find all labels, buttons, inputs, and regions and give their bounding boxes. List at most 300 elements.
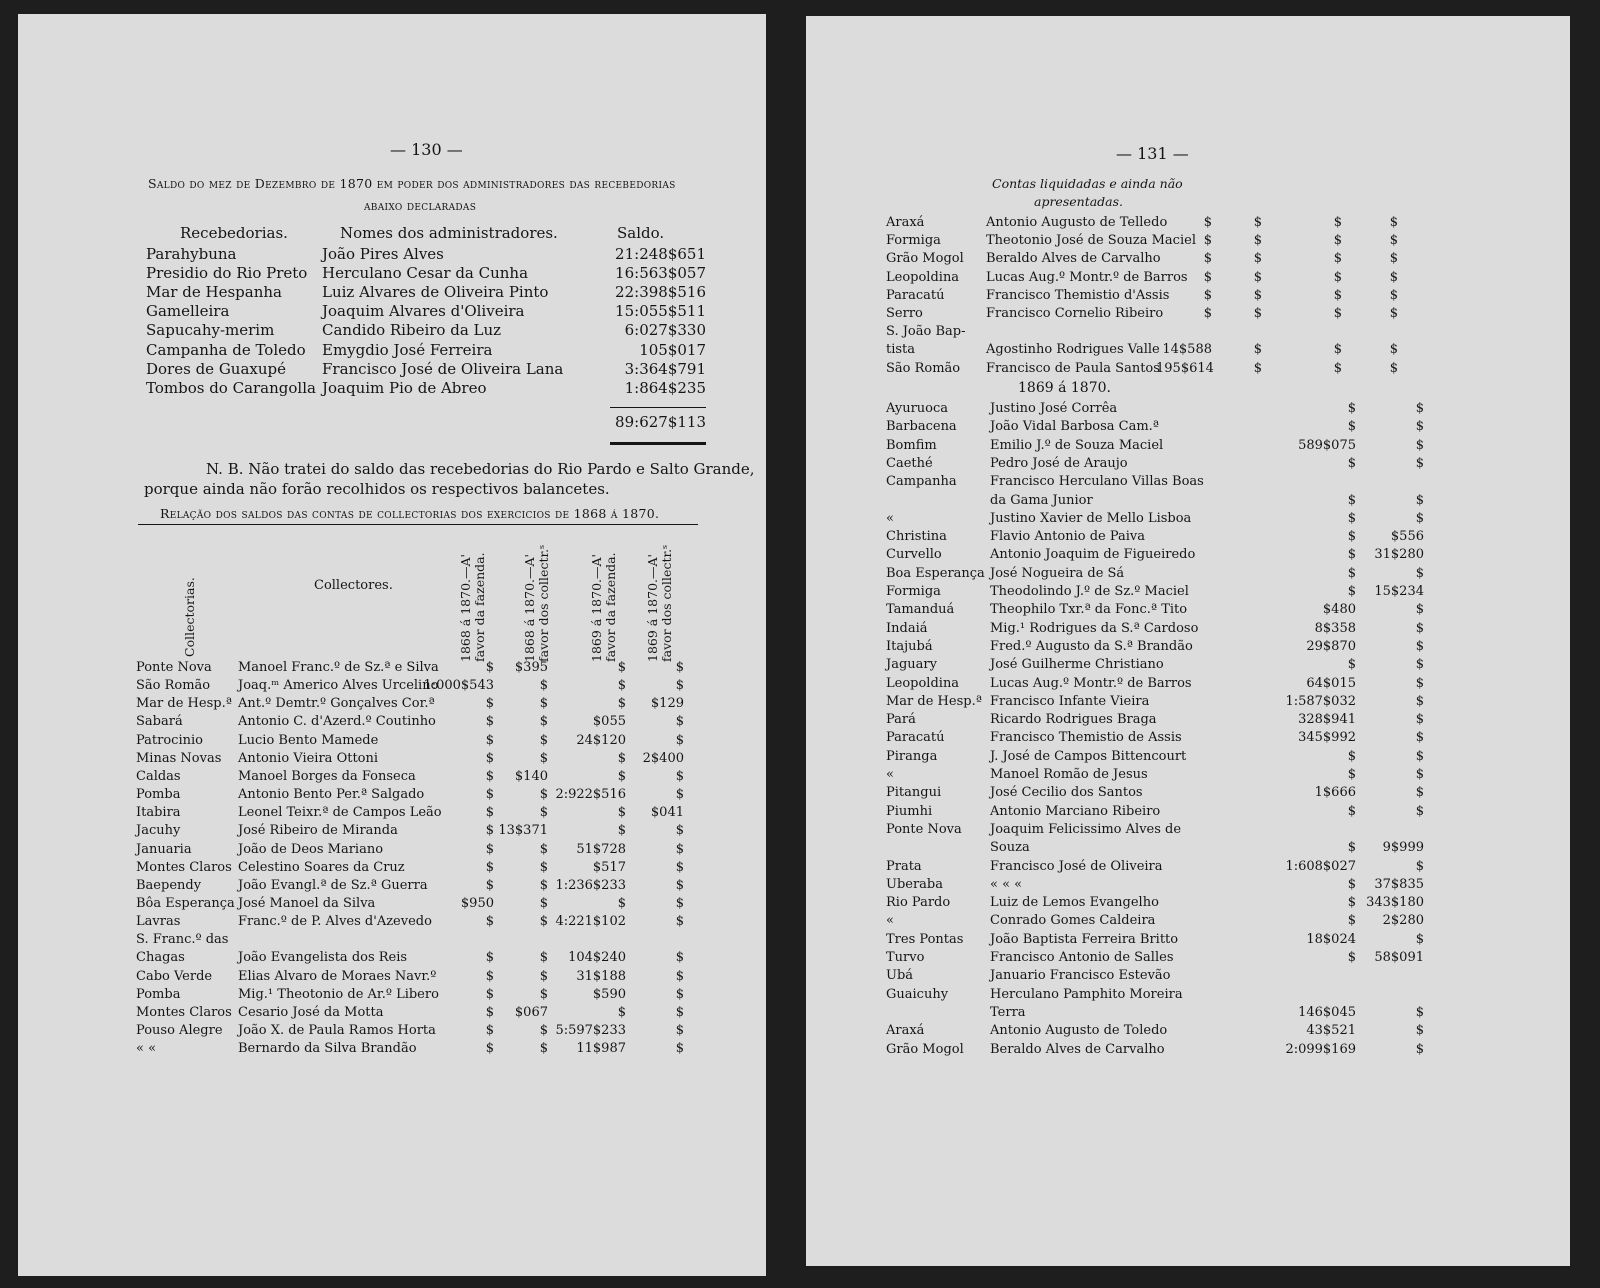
value-1869-fazenda: $ (1347, 876, 1356, 892)
collector-name: Justino José Corrêa (990, 401, 1118, 416)
value-1868-fazenda: $ (485, 787, 494, 803)
collectoria-name: Ayuruoca (886, 401, 949, 416)
value-1869-collector: $ (1415, 693, 1424, 709)
value-1869-collector: $ (675, 714, 684, 730)
value-1868-collector: $ (1253, 342, 1262, 358)
collector-name: Flavio Antonio de Paiva (990, 529, 1146, 545)
value-1869-fazenda: $ (617, 750, 626, 766)
collector-name: José Ribeiro de Miranda (238, 823, 398, 839)
value-1869-collector: $041 (650, 805, 684, 821)
value-1868-collector: $ (539, 732, 548, 748)
collectoria-name: Guaicuhy (886, 986, 949, 1002)
value-1869-collector: $ (1415, 931, 1424, 947)
value-1868-collector: $ (539, 968, 548, 984)
value-1868-fazenda: $ (485, 805, 494, 821)
administrator-name: Joaquim Alvares d'Oliveira (322, 302, 525, 321)
collectoria-name: Formiga (886, 584, 941, 599)
value-1869-fazenda: $ (1347, 529, 1356, 545)
collectoria-name: Jacuhy (136, 823, 181, 839)
value-1869-fazenda: $ (617, 895, 626, 911)
collector-name: Agostinho Rodrigues Valle (986, 342, 1160, 358)
col-header-c3: 1869 á 1870.—A' favor da fazenda. (589, 552, 618, 662)
value-1869-fazenda: $ (1347, 584, 1356, 599)
collectoria-name: Ponte Nova (136, 660, 212, 675)
value-1869-fazenda: 1:608$027 (1285, 858, 1356, 874)
value-1868-fazenda: 14$588 (1162, 342, 1212, 358)
recebedoria-name: Dores de Guaxupé (146, 359, 287, 378)
value-1869-collector: $ (1389, 251, 1398, 267)
value-1869-collector: $ (1415, 492, 1424, 508)
value-1868-collector: $ (539, 877, 548, 893)
value-1868-fazenda: $ (485, 877, 494, 893)
value-1868-fazenda: $ (485, 968, 494, 984)
value-1868-collector: $ (539, 1041, 548, 1057)
collectoria-name: Indaiá (886, 620, 928, 636)
col-header-c2: 1868 á 1870.—A' favor dos collectr.ˢ (522, 544, 551, 662)
collectoria-name: Ponte Nova (886, 821, 962, 837)
value-1869-collector: $ (675, 914, 684, 930)
collectoria-name: Grão Mogol (886, 251, 964, 267)
collector-name: da Gama Junior (990, 492, 1093, 508)
value-1868-collector: $ (1253, 269, 1262, 285)
collectoria-name: Ubá (886, 968, 914, 984)
value-1868-fazenda: $ (485, 1023, 494, 1038)
collector-name: Francisco Infante Vieira (990, 693, 1150, 709)
value-1868-collector: $ (539, 805, 548, 821)
collector-name: Ant.º Demtr.º Gonçalves Cor.ª (238, 696, 435, 712)
value-1868-collector: $395 (514, 660, 548, 675)
collector-name: João Evangl.ª de Sz.ª Guerra (238, 877, 428, 893)
recebedoria-name: Campanha de Toledo (146, 340, 306, 359)
saldo-value: 1:864$235 (624, 378, 706, 397)
value-1869-collector: $ (1415, 565, 1424, 581)
value-1868-fazenda: $ (485, 950, 494, 966)
collectoria-name: « « (136, 1041, 157, 1057)
value-1868-collector: $ (539, 750, 548, 766)
collectoria-name: Araxá (886, 215, 925, 230)
value-1869-fazenda: 43$521 (1306, 1023, 1356, 1039)
value-1868-fazenda: $ (485, 914, 494, 930)
nb-note-line2: porque ainda não forão recolhidos os respectivos balancetes. (144, 480, 610, 498)
collector-name: Mig.¹ Rodrigues da S.ª Cardoso (990, 620, 1199, 636)
value-1869-fazenda: 2:922$516 (555, 787, 626, 803)
value-1869-fazenda: 104$240 (568, 950, 626, 966)
collector-name: Lucio Bento Mamede (238, 732, 379, 748)
nb-note-line1: N. B. Não tratei do saldo das recebedorias do Rio Pardo e Salto Grande, (206, 460, 755, 478)
value-1869-fazenda: 328$941 (1298, 712, 1356, 728)
collectoria-name: Montes Claros (136, 1004, 232, 1020)
value-1869-collector: 58$091 (1374, 950, 1424, 965)
collector-name: Bernardo da Silva Brandão (238, 1041, 417, 1057)
collector-name: Joaquim Felicissimo Alves de (990, 821, 1182, 837)
value-1868-fazenda: $ (1203, 269, 1212, 285)
collector-name: Antonio Vieira Ottoni (238, 750, 379, 766)
value-1869-collector: 37$835 (1374, 876, 1424, 892)
value-1869-fazenda: 146$045 (1298, 1004, 1356, 1020)
value-1869-fazenda: 64$015 (1306, 675, 1356, 691)
collector-name: Francisco Antonio de Salles (990, 950, 1174, 965)
value-1869-collector: $ (1415, 638, 1424, 654)
value-1869-collector: $ (675, 950, 684, 966)
value-1869-fazenda: $ (617, 1004, 626, 1020)
collectoria-name: Uberaba (886, 876, 944, 892)
collector-name: Conrado Gomes Caldeira (990, 913, 1156, 929)
value-1869-fazenda: $ (617, 768, 626, 784)
collectoria-name: Bomfim (886, 437, 937, 453)
collector-name: Beraldo Alves de Carvalho (986, 251, 1161, 267)
collector-name: Antonio Augusto de Telledo (986, 215, 1168, 230)
administrator-name: Joaquim Pio de Abreo (322, 378, 487, 397)
collector-name: Francisco José de Oliveira (990, 858, 1163, 874)
value-1869-fazenda: $ (1347, 419, 1356, 435)
value-1869-collector: $ (1415, 748, 1424, 764)
collectoria-name: Jaguary (886, 657, 937, 673)
value-1869-collector: $ (1389, 360, 1398, 376)
header-saldo: Saldo. (617, 224, 665, 242)
period-subheading: 1869 á 1870. (1018, 380, 1111, 396)
collector-name: Herculano Pamphito Moreira (990, 986, 1183, 1002)
recebedoria-name: Sapucahy-merim (146, 321, 275, 340)
relacao-rule (138, 524, 698, 525)
collectoria-name: Cabo Verde (136, 968, 213, 984)
value-1868-collector: $ (1253, 215, 1262, 230)
value-1869-collector: $ (1389, 342, 1398, 358)
collector-name: Francisco Herculano Villas Boas (990, 474, 1204, 490)
value-1868-collector: $ (539, 895, 548, 911)
value-1869-collector: $ (1415, 620, 1424, 636)
relacao-title: Relação dos saldos das contas de collectorias dos exercicios de 1868 á 1870. (160, 506, 660, 521)
value-1869-fazenda: $480 (1322, 602, 1356, 618)
administrator-name: Herculano Cesar da Cunha (322, 264, 529, 283)
collectoria-name: Serro (886, 306, 923, 321)
collector-name: José Nogueira de Sá (990, 565, 1125, 581)
col-header-collectores: Collectores. (314, 578, 393, 593)
collector-name: Francisco Themistio de Assis (990, 730, 1182, 746)
right-page (806, 16, 1570, 1266)
collectoria-name: Itajubá (886, 638, 933, 654)
value-1869-fazenda: $ (1347, 565, 1356, 581)
value-1868-fazenda: $ (485, 768, 494, 784)
collectoria-name: Chagas (136, 950, 185, 966)
value-1868-collector: $ (539, 678, 548, 694)
value-1869-collector: $ (1415, 1004, 1424, 1020)
collector-name: Antonio Joaquim de Figueiredo (990, 547, 1196, 563)
collectoria-name: Sabará (136, 714, 183, 730)
recebedoria-name: Mar de Hespanha (146, 283, 282, 302)
value-1869-collector: $ (1415, 730, 1424, 746)
value-1869-collector: $ (1389, 287, 1398, 303)
collector-name: Lucas Aug.º Montr.º de Barros (986, 269, 1188, 285)
collector-name: Franc.º de P. Alves d'Azevedo (238, 914, 432, 930)
value-1868-collector: $ (539, 950, 548, 966)
collector-name: Souza (990, 840, 1030, 856)
collectoria-name: Bôa Esperança (136, 895, 235, 911)
collector-name: Joaq.ᵐ Americo Alves Urcelino (238, 678, 439, 694)
col-header-collectorias: Collectorias. (182, 577, 197, 657)
value-1869-fazenda: $ (1347, 895, 1356, 911)
collector-name: Antonio C. d'Azerd.º Coutinho (238, 714, 436, 730)
collector-name: Januario Francisco Estevão (990, 968, 1171, 984)
collectoria-name: Piumhi (886, 803, 933, 819)
page-number: — 130 — (390, 140, 463, 159)
value-1869-fazenda: $ (1333, 287, 1342, 303)
value-1868-collector: $ (539, 696, 548, 712)
value-1869-collector: $ (675, 1041, 684, 1057)
value-1869-fazenda: $ (1347, 748, 1356, 764)
collectoria-name: Campanha (886, 474, 957, 490)
value-1869-fazenda: $ (1333, 342, 1342, 358)
value-1868-fazenda: $ (485, 696, 494, 712)
value-1869-fazenda: $ (1333, 269, 1342, 285)
value-1868-fazenda: $ (485, 660, 494, 675)
collectoria-name: São Romão (136, 678, 211, 694)
collector-name: João X. de Paula Ramos Horta (238, 1023, 436, 1038)
collector-name: Theophilo Txr.ª da Fonc.ª Tito (990, 602, 1188, 618)
collector-name: Francisco Themistio d'Assis (986, 287, 1170, 303)
recebedoria-name: Tombos do Carangolla (146, 378, 316, 397)
value-1869-collector: $129 (650, 696, 684, 712)
value-1868-collector: $067 (514, 1004, 548, 1020)
value-1869-fazenda: $ (1347, 510, 1356, 526)
collectoria-name: Pouso Alegre (136, 1023, 223, 1038)
value-1869-collector: $ (675, 678, 684, 694)
collector-name: Theotonio José de Souza Maciel (986, 233, 1196, 249)
value-1869-collector: $ (1415, 455, 1424, 471)
page-number: — 131 — (1116, 144, 1189, 163)
value-1868-fazenda: $ (485, 986, 494, 1002)
collectoria-name: tista (886, 342, 916, 358)
collectoria-name: Mar de Hesp.ª (136, 696, 232, 712)
collectoria-name: « (886, 913, 894, 929)
collector-name: Antonio Augusto de Toledo (990, 1023, 1168, 1039)
value-1869-fazenda: 4:221$102 (555, 914, 626, 930)
value-1869-fazenda: $ (1333, 215, 1342, 230)
collectoria-name: São Romão (886, 360, 961, 376)
value-1868-collector: $140 (514, 768, 548, 784)
collectoria-name: Christina (886, 529, 947, 545)
collectoria-name: Curvello (886, 547, 942, 563)
collectoria-name: S. João Bap- (886, 324, 966, 340)
collector-name: Lucas Aug.º Montr.º de Barros (990, 675, 1192, 691)
value-1868-fazenda: $950 (460, 895, 494, 911)
contas-heading-2: apresentadas. (1034, 194, 1124, 209)
collector-name: Elias Alvaro de Moraes Navr.º (238, 968, 437, 984)
value-1869-collector: $ (1389, 215, 1398, 230)
value-1869-collector: $ (675, 877, 684, 893)
collectoria-name: Leopoldina (886, 675, 960, 691)
value-1869-fazenda: $ (1347, 767, 1356, 782)
value-1868-collector: $ (539, 914, 548, 930)
value-1869-fazenda: 31$188 (576, 968, 626, 984)
value-1869-collector: $ (1415, 803, 1424, 819)
collectoria-name: Paracatú (886, 287, 945, 303)
collectoria-name: Caldas (136, 768, 181, 784)
value-1869-collector: $ (1415, 785, 1424, 801)
saldo-value: 22:398$516 (615, 283, 706, 302)
administrator-name: Emygdio José Ferreira (322, 340, 493, 359)
collectoria-name: Formiga (886, 233, 941, 249)
value-1869-collector: $ (1415, 1041, 1424, 1057)
value-1868-collector: $ (539, 787, 548, 803)
value-1869-collector: $ (1415, 401, 1424, 416)
collector-name: Manoel Borges da Fonseca (238, 768, 416, 784)
value-1869-collector: $ (675, 859, 684, 875)
header-recebedorias: Recebedorias. (180, 224, 288, 242)
saldo-total: 89:627$113 (615, 413, 706, 431)
collectoria-name: Barbacena (886, 419, 957, 435)
collector-name: « « « (990, 876, 1023, 892)
collector-name: Luiz de Lemos Evangelho (990, 895, 1159, 911)
value-1869-collector: $ (675, 968, 684, 984)
value-1869-fazenda: $ (1347, 547, 1356, 563)
value-1869-collector: 31$280 (1374, 547, 1424, 563)
collector-name: Terra (990, 1004, 1026, 1020)
value-1868-collector: $ (1253, 306, 1262, 321)
value-1868-fazenda: 195$614 (1156, 360, 1214, 376)
collector-name: Manoel Franc.º de Sz.ª e Silva (238, 660, 439, 675)
collector-name: Pedro José de Araujo (990, 455, 1128, 471)
total-rule (610, 407, 706, 408)
value-1869-fazenda: 1:236$233 (555, 877, 626, 893)
recebedoria-name: Parahybuna (146, 245, 237, 263)
value-1869-collector: $ (675, 660, 684, 675)
value-1869-fazenda: $ (1347, 492, 1356, 508)
saldo-value: 21:248$651 (615, 245, 706, 263)
value-1868-collector: $ (1253, 233, 1262, 249)
collector-name: José Cecilio dos Santos (990, 785, 1143, 801)
left-page (18, 14, 766, 1276)
collector-name: José Manoel da Silva (238, 895, 376, 911)
collectoria-name: Patrocinio (136, 732, 203, 748)
collectoria-name: Turvo (886, 950, 925, 965)
value-1869-fazenda: $ (1347, 455, 1356, 471)
value-1869-collector: $ (1389, 306, 1398, 321)
value-1869-collector: $ (675, 823, 684, 839)
value-1868-fazenda: $ (485, 841, 494, 857)
value-1869-fazenda: $ (1347, 913, 1356, 929)
value-1869-fazenda: 24$120 (576, 732, 626, 748)
value-1869-fazenda: $ (1347, 950, 1356, 965)
value-1868-collector: $ (539, 859, 548, 875)
value-1868-fazenda: $ (485, 714, 494, 730)
value-1868-collector: $ (1253, 360, 1262, 376)
contas-heading: Contas liquidadas e ainda não (992, 176, 1183, 191)
value-1869-collector: $ (1415, 675, 1424, 691)
value-1868-fazenda: $ (485, 750, 494, 766)
value-1869-collector: $ (675, 1023, 684, 1038)
collectoria-name: Caethé (886, 455, 933, 471)
value-1869-fazenda: 8$358 (1314, 620, 1356, 636)
administrator-name: Francisco José de Oliveira Lana (322, 359, 564, 378)
collectoria-name: Araxá (886, 1023, 925, 1039)
collectoria-name: Lavras (136, 914, 181, 930)
value-1869-fazenda: $055 (592, 714, 626, 730)
collector-name: Francisco Cornelio Ribeiro (986, 306, 1164, 321)
collectoria-name: « (886, 510, 894, 526)
value-1869-collector: 343$180 (1366, 895, 1424, 911)
value-1869-collector: $ (1415, 858, 1424, 874)
collectoria-name: Tres Pontas (886, 931, 964, 947)
value-1868-fazenda: $ (485, 1004, 494, 1020)
value-1869-fazenda: $ (1347, 401, 1356, 416)
value-1868-collector: 13$371 (498, 823, 548, 839)
value-1869-collector: $ (675, 986, 684, 1002)
value-1869-collector: $ (675, 787, 684, 803)
collector-name: Beraldo Alves de Carvalho (990, 1041, 1165, 1057)
collector-name: Ricardo Rodrigues Braga (990, 712, 1157, 728)
collectoria-name: Januaria (136, 841, 192, 857)
collector-name: Celestino Soares da Cruz (238, 859, 405, 875)
collectoria-name: « (886, 767, 894, 782)
value-1869-collector: $ (1415, 437, 1424, 453)
value-1869-collector: 15$234 (1374, 584, 1424, 599)
collector-name: José Guilherme Christiano (990, 657, 1164, 673)
value-1869-fazenda: $ (617, 678, 626, 694)
value-1869-collector: $ (1415, 712, 1424, 728)
administrator-name: Luiz Alvares de Oliveira Pinto (322, 283, 549, 302)
value-1869-fazenda: 11$987 (576, 1041, 626, 1057)
collector-name: Cesario José da Motta (238, 1004, 384, 1020)
recebedoria-name: Gamelleira (146, 302, 230, 321)
value-1869-fazenda: $ (617, 823, 626, 839)
collectoria-name: Piranga (886, 748, 938, 764)
value-1869-collector: $ (1415, 1023, 1424, 1039)
value-1869-collector: $ (1415, 419, 1424, 435)
collectoria-name: Paracatú (886, 730, 945, 746)
value-1869-fazenda: 1:587$032 (1285, 693, 1356, 709)
value-1869-fazenda: 345$992 (1298, 730, 1356, 746)
value-1868-fazenda: $ (1203, 251, 1212, 267)
collectoria-name: Leopoldina (886, 269, 960, 285)
collector-name: Justino Xavier de Mello Lisboa (990, 510, 1192, 526)
value-1869-collector: $ (675, 768, 684, 784)
value-1869-collector: 2$280 (1382, 913, 1424, 929)
value-1868-fazenda: $ (1203, 233, 1212, 249)
value-1869-fazenda: $ (1347, 803, 1356, 819)
value-1868-collector: $ (539, 986, 548, 1002)
collector-name: J. José de Campos Bittencourt (990, 748, 1187, 764)
collector-name: João de Deos Mariano (238, 841, 384, 857)
value-1869-fazenda: $ (617, 696, 626, 712)
value-1869-fazenda: 51$728 (576, 841, 626, 857)
value-1868-fazenda: $ (1203, 287, 1212, 303)
collectoria-name: Minas Novas (136, 750, 222, 766)
value-1869-fazenda: $ (1333, 251, 1342, 267)
value-1869-fazenda: $ (1347, 657, 1356, 673)
value-1869-fazenda: $517 (592, 859, 626, 875)
value-1869-fazenda: 589$075 (1298, 437, 1356, 453)
collector-name: Fred.º Augusto da S.ª Brandão (990, 638, 1193, 654)
value-1869-collector: $ (1389, 269, 1398, 285)
collector-name: João Baptista Ferreira Britto (990, 931, 1179, 947)
collectoria-name: Grão Mogol (886, 1041, 964, 1057)
collector-name: João Vidal Barbosa Cam.ª (990, 419, 1159, 435)
collector-name: Francisco de Paula Santos (986, 360, 1160, 376)
value-1869-collector: $ (1415, 767, 1424, 782)
value-1869-fazenda: $ (1347, 840, 1356, 856)
value-1868-collector: $ (539, 1023, 548, 1038)
value-1869-collector: $ (1415, 602, 1424, 618)
col-header-c1: 1868 á 1870.—A' favor da fazenda. (458, 552, 487, 662)
value-1869-collector: $ (675, 1004, 684, 1020)
value-1869-fazenda: 5:597$233 (555, 1023, 626, 1038)
collectoria-name: Pomba (136, 986, 181, 1002)
value-1869-fazenda: 1$666 (1314, 785, 1356, 801)
value-1869-fazenda: $ (1333, 306, 1342, 321)
collector-name: Antonio Bento Per.ª Salgado (238, 787, 425, 803)
total-double-rule (610, 442, 706, 445)
collectoria-name: S. Franc.º das (136, 932, 229, 948)
